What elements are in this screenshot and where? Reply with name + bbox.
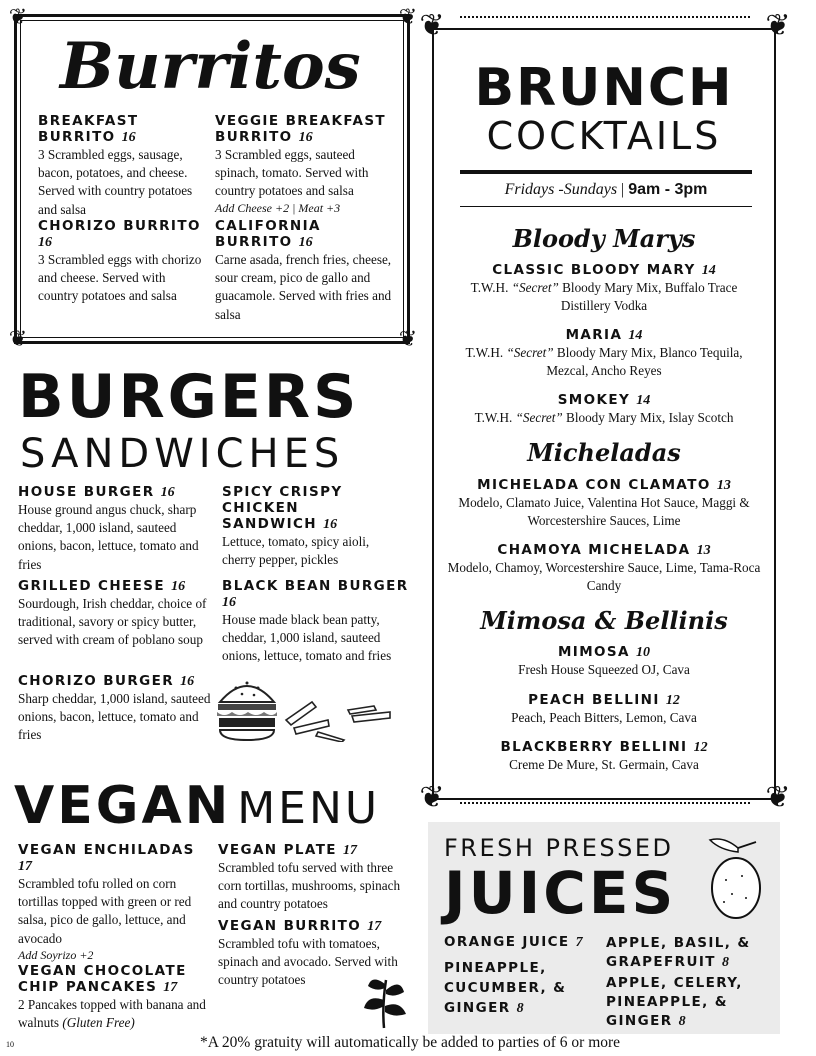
cocktail-maria (446, 327, 762, 380)
ornament-corner-icon: ❦ (419, 780, 445, 815)
herb-sprig-icon (358, 970, 412, 1030)
item-desc: Fresh House Squeezed OJ, Cava (518, 662, 690, 677)
item-name: MIMOSA 10 (557, 644, 651, 660)
burgers-title: BURGERS (18, 362, 360, 432)
vegan-title (14, 776, 380, 839)
item-name: GRILLED CHEESE 16 (18, 578, 186, 594)
cocktail-smokey (446, 392, 762, 427)
item-desc: T.W.H. “Secret” Bloody Mary Mix, Blanco Tequila, Mezcal, Ancho Reyes (465, 345, 743, 379)
juice-orange (444, 934, 604, 951)
item-desc: Sourdough, Irish cheddar, choice of traditional, savory or spicy butter, served with cream of poblano soup (18, 596, 207, 648)
burgers-item-grilled-cheese (18, 578, 213, 650)
item-addon: Add Cheese +2 | Meat +3 (215, 200, 341, 215)
item-desc: Modelo, Chamoy, Worcestershire Sauce, Lime, Tama-Roca Candy (447, 560, 761, 594)
burgers-subtitle: SANDWICHES (20, 431, 345, 477)
juices-title-top: FRESH PRESSED (444, 834, 674, 862)
gratuity-note: *A 20% gratuity will automatically be added to parties of 6 or more (199, 1034, 621, 1051)
cocktail-classic-bloody-mary (446, 262, 762, 315)
section-heading-micheladas: Micheladas (527, 438, 681, 467)
burgers-item-black-bean (222, 578, 412, 666)
item-desc: 3 Scrambled eggs with chorizo and cheese. Served with country potatoes and salsa (38, 252, 202, 304)
item-desc: Sharp cheddar, 1,000 island, sauteed onions, bacon, lettuce, tomato and fries (18, 691, 211, 743)
ornament-corner-icon: ❦ (8, 5, 28, 30)
item-desc: Lettuce, tomato, spicy aioli, cherry pepper, pickles (222, 534, 370, 568)
burger-illustration-icon (214, 672, 280, 744)
item-desc: Carne asada, french fries, cheese, sour cream, pico de gallo and guacamole. Served with fries and salsa (215, 252, 392, 322)
item-name: MARIA 14 (565, 327, 643, 343)
juice-pineapple-cucumber-ginger (444, 958, 594, 1019)
item-name: HOUSE BURGER 16 (18, 484, 175, 500)
item-desc: Modelo, Clamato Juice, Valentina Hot Sauce, Maggi & Worcestershire Sauces, Lime (458, 495, 750, 529)
ornament-top-rule (460, 16, 750, 26)
ornament-corner-icon: ❦ (419, 8, 445, 43)
item-name: CHORIZO BURRITO 16 (38, 218, 201, 250)
hours-rule-bottom (460, 206, 752, 207)
section-heading-bloody-marys: Bloody Marys (512, 224, 696, 253)
cocktail-michelada-con-clamato (446, 477, 762, 530)
cocktail-chamoya-michelada (446, 542, 762, 595)
item-desc: Scrambled tofu rolled on corn tortillas topped with green or red salsa, pico de gallo, lettuce, and avocado (18, 876, 192, 946)
item-desc: Scrambled tofu with tomatoes, spinach and avocado. Served with country potatoes (218, 936, 398, 988)
ornament-bottom-rule (460, 802, 750, 812)
cocktail-peach-bellini (446, 692, 762, 727)
cocktails-title: BRUNCH (474, 58, 734, 118)
item-name: VEGAN ENCHILADAS 17 (18, 842, 195, 874)
item-desc: 3 Scrambled eggs, sausage, bacon, potatoes, and cheese. Served with country potatoes and salsa (38, 147, 193, 217)
item-name: ORANGE JUICE 7 (444, 934, 583, 950)
item-name: VEGAN BURRITO 17 (218, 918, 382, 934)
item-name: CLASSIC BLOODY MARY 14 (492, 262, 716, 278)
section-heading-mimosa-bellinis: Mimosa & Bellinis (480, 606, 728, 635)
juice-apple-celery-pineapple-ginger (606, 974, 766, 1031)
item-desc: T.W.H. “Secret” Bloody Mary Mix, Buffalo Trace Distillery Vodka (470, 280, 738, 314)
ornament-corner-icon: ❦ (765, 780, 791, 815)
item-name: MICHELADA CON CLAMATO 13 (477, 477, 731, 493)
item-desc: T.W.H. “Secret” Bloody Mary Mix, Islay Scotch (474, 410, 734, 425)
item-name: VEGGIE BREAKFAST BURRITO 16 (215, 113, 387, 145)
burgers-item-house (18, 484, 213, 574)
burritos-item-breakfast (38, 113, 213, 219)
item-name: CHAMOYA MICHELADA 13 (497, 542, 711, 558)
item-name: APPLE, BASIL, & GRAPEFRUIT 8 (606, 935, 751, 970)
juice-apple-basil-grapefruit (606, 934, 774, 972)
item-name: PEACH BELLINI 12 (528, 692, 680, 708)
item-name: CALIFORNIA BURRITO 16 (215, 218, 321, 250)
juices-title-big: JUICES (444, 859, 677, 927)
burritos-item-veggie (215, 113, 395, 216)
item-name: SPICY CRISPY CHICKEN SANDWICH 16 (222, 484, 343, 532)
burgers-item-chorizo (18, 673, 213, 745)
vegan-title-thin: MENU (237, 783, 381, 834)
fries-illustration-icon (282, 696, 398, 742)
item-name: BREAKFAST BURRITO 16 (38, 113, 139, 145)
item-desc: Peach, Peach Bitters, Lemon, Cava (511, 710, 697, 725)
item-desc: House made black bean patty, cheddar, 1,000 island, sauteed onions, lettuce, tomato and fries (222, 612, 392, 664)
item-name: SMOKEY 14 (557, 392, 651, 408)
vegan-item-pancakes (18, 963, 218, 1032)
ornament-corner-icon: ❦ (8, 327, 28, 352)
item-desc: Scrambled tofu served with three corn tortillas, mushrooms, spinach and country potatoes (218, 860, 401, 912)
hours-line: Fridays -Sundays | 9am - 3pm (504, 181, 708, 198)
item-desc: 3 Scrambled eggs, sauteed spinach, tomato. Served with country potatoes and salsa (215, 147, 369, 199)
item-name: CHORIZO BURGER 16 (18, 673, 195, 689)
item-desc: 2 Pancakes topped with banana and walnuts (Gluten Free) (18, 997, 206, 1031)
page-number: 10 (6, 1040, 14, 1049)
burgers-item-spicy-chicken (222, 484, 397, 569)
item-name: VEGAN CHOCOLATE CHIP PANCAKES 17 (18, 963, 187, 995)
item-desc: House ground angus chuck, sharp cheddar, 1,000 island, sauteed onions, bacon, lettuce, tomato and fries (18, 502, 199, 572)
item-name: PINEAPPLE, CUCUMBER, & GINGER 8 (444, 960, 567, 1016)
item-addon: Add Soyrizo +2 (18, 947, 94, 962)
vegan-item-plate (218, 842, 413, 914)
vegan-title-bold: VEGAN (14, 776, 232, 836)
burritos-item-chorizo (38, 218, 203, 306)
item-name: BLACKBERRY BELLINI 12 (500, 739, 708, 755)
hours-time: 9am - 3pm (628, 181, 708, 198)
ornament-corner-icon: ❦ (398, 5, 418, 30)
item-name: BLACK BEAN BURGER 16 (222, 578, 409, 610)
burritos-title: Burritos (60, 29, 361, 104)
item-name: APPLE, CELERY, PINEAPPLE, & GINGER 8 (606, 975, 743, 1029)
item-desc: Creme De Mure, St. Germain, Cava (509, 757, 699, 772)
cocktail-blackberry-bellini (446, 739, 762, 774)
lemon-illustration-icon (702, 832, 774, 922)
ornament-corner-icon: ❦ (398, 327, 418, 352)
cocktail-mimosa (446, 644, 762, 679)
ornament-corner-icon: ❦ (765, 8, 791, 43)
hours-rule-top (460, 170, 752, 174)
item-name: VEGAN PLATE 17 (218, 842, 358, 858)
vegan-item-enchiladas (18, 842, 210, 963)
burritos-item-california (215, 218, 395, 324)
hours-days: Fridays -Sundays (504, 181, 618, 198)
cocktails-subtitle: COCKTAILS (486, 114, 722, 158)
